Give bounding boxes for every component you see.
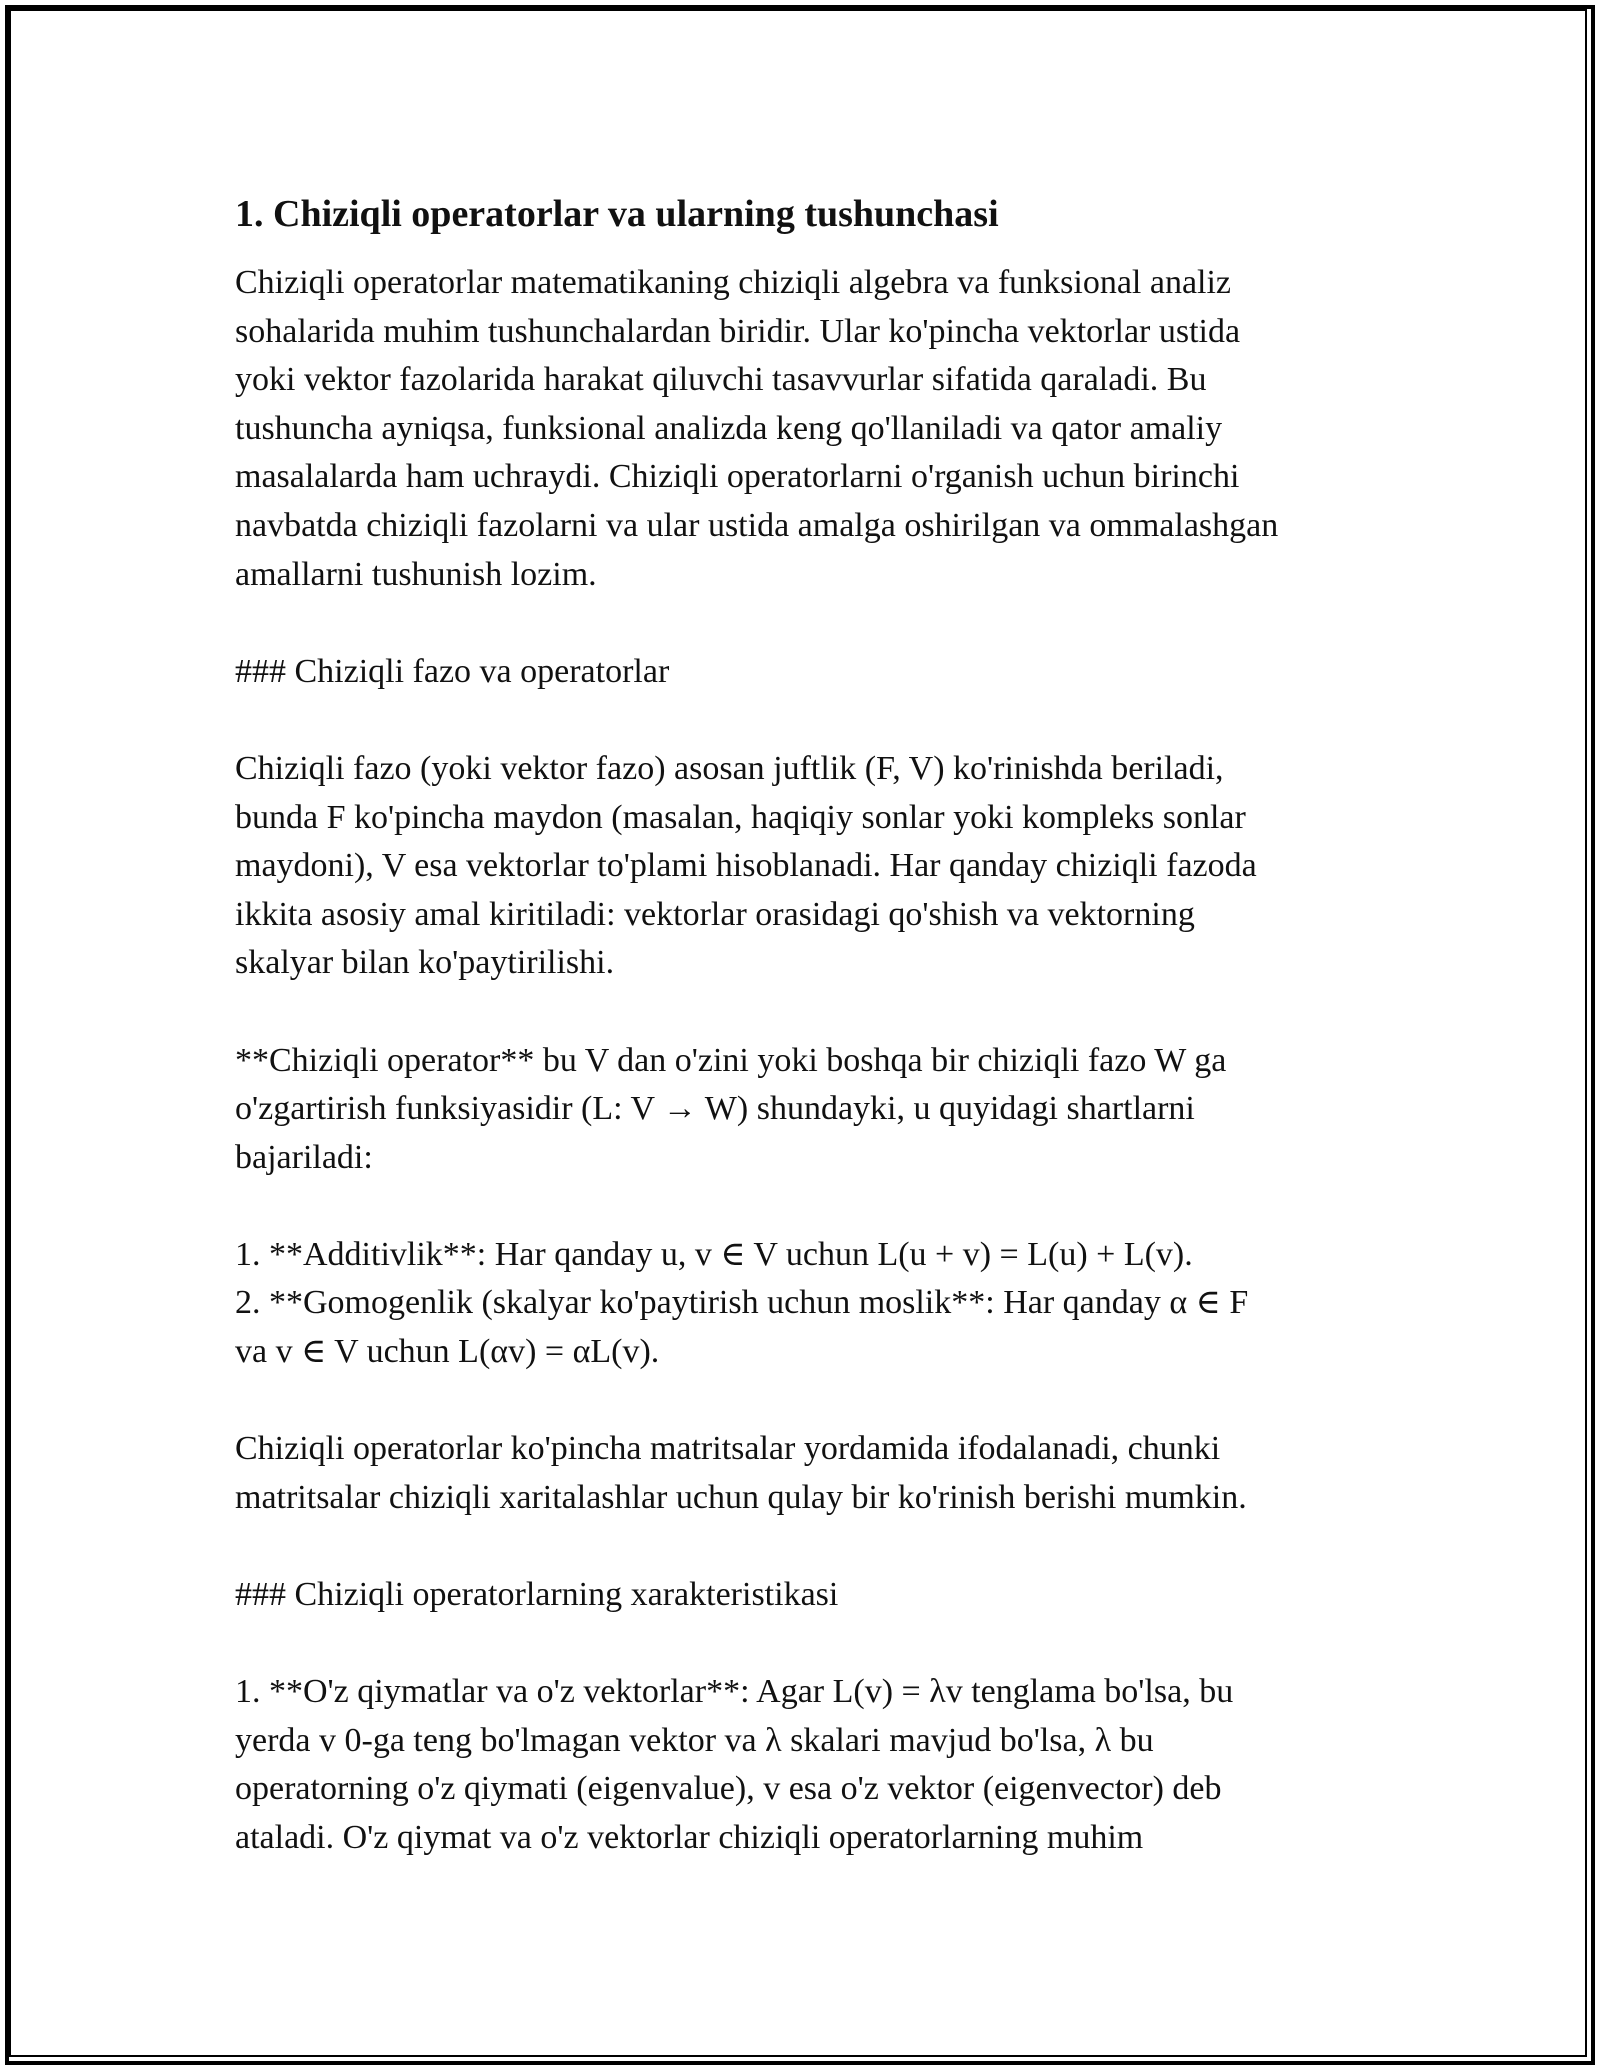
text-line: ataladi. O'z qiymat va o'z vektorlar chiziqli operatorlarning muhim [235, 1819, 1144, 1856]
text-line: o'zgartirish funksiyasidir (L: V → W) shundayki, u quyidagi shartlarni [235, 1090, 1195, 1128]
section-heading-characteristics: ### Chiziqli operatorlarning xarakteristikasi [235, 1576, 839, 1614]
text-line: skalyar bilan ko'paytirilishi. [235, 944, 615, 982]
blank-line [235, 988, 1395, 1037]
text-line: Chiziqli fazo (yoki vektor fazo) asosan juftlik (F, V) ko'rinishda beriladi, [235, 749, 1224, 787]
blank-line [235, 1377, 1395, 1426]
text-line: maydoni), V esa vektorlar to'plami hisoblanadi. Har qanday chiziqli fazoda [235, 847, 1257, 885]
blank-line [235, 1522, 1395, 1571]
list-item: 1. **Additivlik**: Har qanday u, v ∈ V uchun L(u + v) = L(u) + L(v). [235, 1235, 1193, 1273]
text-line: masalalarda ham uchraydi. Chiziqli operatorlarni o'rganish uchun birinchi [235, 458, 1240, 496]
blank-line [235, 1182, 1395, 1231]
paragraph-space-definition [235, 745, 1395, 988]
text-line: bajariladi: [235, 1138, 373, 1176]
paragraph-intro [235, 259, 1395, 599]
conditions-list [235, 1231, 1395, 1377]
text-line: matritsalar chiziqli xaritalashlar uchun qulay bir ko'rinish berishi mumkin. [235, 1478, 1247, 1516]
paragraph-operator-definition [235, 1037, 1395, 1183]
paragraph-matrices [235, 1425, 1395, 1522]
text-line: tushuncha ayniqsa, funksional analizda keng qo'llaniladi va qator amaliy [235, 409, 1223, 447]
text-line: operatorning o'z qiymati (eigenvalue), v esa o'z vektor (eigenvector) deb [235, 1770, 1222, 1808]
text-line: Chiziqli operatorlar ko'pincha matritsalar yordamida ifodalanadi, chunki [235, 1430, 1221, 1468]
list-item: 2. **Gomogenlik (skalyar ko'paytirish uchun moslik**: Har qanday α ∈ F [235, 1284, 1249, 1322]
text-line: 1. **O'z qiymatlar va o'z vektorlar**: Agar L(v) = λv tenglama bo'lsa, bu [235, 1673, 1234, 1711]
text-line: bunda F ko'pincha maydon (masalan, haqiqiy sonlar yoki kompleks sonlar [235, 798, 1246, 836]
text-line: **Chiziqli operator** bu V dan o'zini yoki boshqa bir chiziqli fazo W ga [235, 1041, 1227, 1079]
text-line: ikkita asosiy amal kiritiladi: vektorlar orasidagi qo'shish va vektorning [235, 895, 1195, 933]
blank-line [235, 599, 1395, 648]
text-line: yoki vektor fazolarida harakat qiluvchi tasavvurlar sifatida qaraladi. Bu [235, 361, 1207, 399]
document-title: 1. Chiziqli operatorlar va ularning tushunchasi [235, 193, 999, 235]
text-line: yerda v 0-ga teng bo'lmagan vektor va λ skalari mavjud bo'lsa, λ bu [235, 1721, 1154, 1759]
document-page [235, 186, 1395, 1863]
text-line: navbatda chiziqli fazolarni va ular ustida amalga oshirilgan va ommalashgan [235, 506, 1279, 544]
list-item-continuation: va v ∈ V uchun L(αv) = αL(v). [235, 1333, 660, 1371]
blank-line [235, 1620, 1395, 1669]
text-line: sohalarida muhim tushunchalardan biridir. Ular ko'pincha vektorlar ustida [235, 312, 1241, 350]
section-heading-space: ### Chiziqli fazo va operatorlar [235, 652, 670, 690]
blank-line [235, 696, 1395, 745]
text-line: amallarni tushunish lozim. [235, 555, 597, 593]
paragraph-eigen [235, 1668, 1395, 1862]
text-line: Chiziqli operatorlar matematikaning chiziqli algebra va funksional analiz [235, 264, 1232, 301]
